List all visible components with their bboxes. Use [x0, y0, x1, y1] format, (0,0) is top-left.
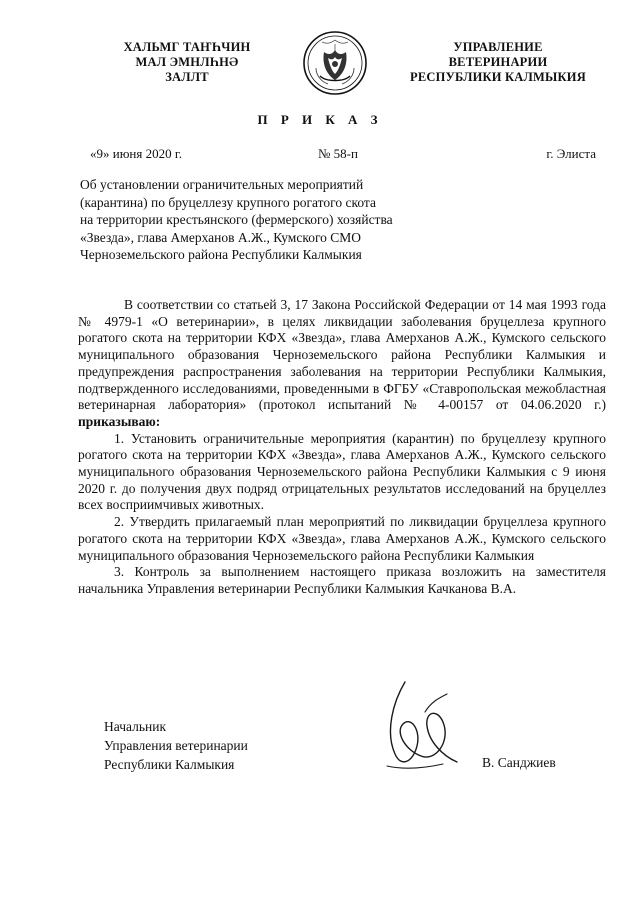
subject-line-4: «Звезда», глава Амерханов А.Ж., Кумского СМО [80, 229, 362, 245]
order-number: № 58-п [318, 146, 358, 161]
signatory-name: В. Санджиев [482, 755, 556, 770]
order-body [78, 297, 606, 598]
signatory-position-line-2: Управления ветеринарии [104, 738, 248, 753]
body-intro-bold: приказываю: [78, 413, 161, 429]
body-intro-paragraph [78, 297, 606, 431]
body-intro-text: В соответствии со статьей 3, 17 Закона Российской Федерации от 14 мая 1993 года № 4979-1 «О ветеринарии», в целях ликвидации заболевания бруцеллеза крупного рогатого скота на территории КФХ «Звезда», глава Амерханов А.Ж., Кумского сельского муниципального образования Черноземельского района Республики Калмыкия и предупреждения распространения заболевания на территории Республики Калмыкия, подтвержденного исследованиями, проведенными в ФГБУ «Ставропольская межобластная ветеринарная лаборатория» (протокол испытаний № 4-00157 от 04.06.2020 г.) [78, 297, 606, 413]
signatory-position [104, 717, 248, 774]
subject-line-2: (карантина) по бруцеллезу крупного рогатого скота [80, 194, 376, 210]
coat-of-arms-icon [302, 30, 368, 96]
header-left-line-3: ЗАЛЛТ [165, 70, 209, 84]
subject-line-1: Об установлении ограничительных мероприятий [80, 177, 364, 192]
body-item-2: 2. Утвердить прилагаемый план мероприятий по ликвидации бруцеллеза крупного рогатого скота на территории КФХ «Звезда», глава Амерханов А.Ж., Кумского сельского муниципального образования Черноземельского района Республики Калмыкия [78, 514, 606, 563]
header-right-line-2: ВЕТЕРИНАРИИ [448, 55, 548, 69]
header-right-line-3: РЕСПУБЛИКИ КАЛМЫКИЯ [410, 70, 586, 84]
header-left-line-1: ХАЛЬМГ ТАҤҺЧИН [123, 40, 251, 54]
subject-line-5: Черноземельского района Республики Калмыкия [80, 247, 362, 262]
order-date: «9» июня 2020 г. [90, 146, 182, 161]
order-city: г. Элиста [546, 146, 596, 161]
document-title: П Р И К А З [257, 112, 383, 127]
signatory-position-line-1: Начальник [104, 719, 167, 734]
header-left-line-2: МАЛ ЭМНЛҺНӘ [135, 55, 239, 69]
handwritten-signature [365, 672, 475, 780]
body-item-1: 1. Установить ограничительные мероприятия (карантин) по бруцеллезу крупного рогатого скота на территории КФХ «Звезда», глава Амерханов А.Ж., Кумского сельского муниципального образования Черноземельского района Республики Калмыкия с 9 июня 2020 г. до получения двух подряд отрицательных результатов исследований на бруцеллез всех восприимчивых животных. [78, 430, 606, 513]
header-right-line-1: УПРАВЛЕНИЕ [453, 40, 543, 54]
header-right-russian [398, 40, 598, 85]
body-item-3: 3. Контроль за выполнением настоящего приказа возложить на заместителя начальника Управления ветеринарии Республики Калмыкия Качканова В.А. [78, 564, 606, 596]
signatory-position-line-3: Республики Калмыкия [104, 757, 235, 772]
subject-line-3: на территории крестьянского (фермерского) хозяйства [80, 212, 393, 227]
header-left-kalmyk [108, 40, 266, 85]
order-subject [80, 176, 500, 264]
